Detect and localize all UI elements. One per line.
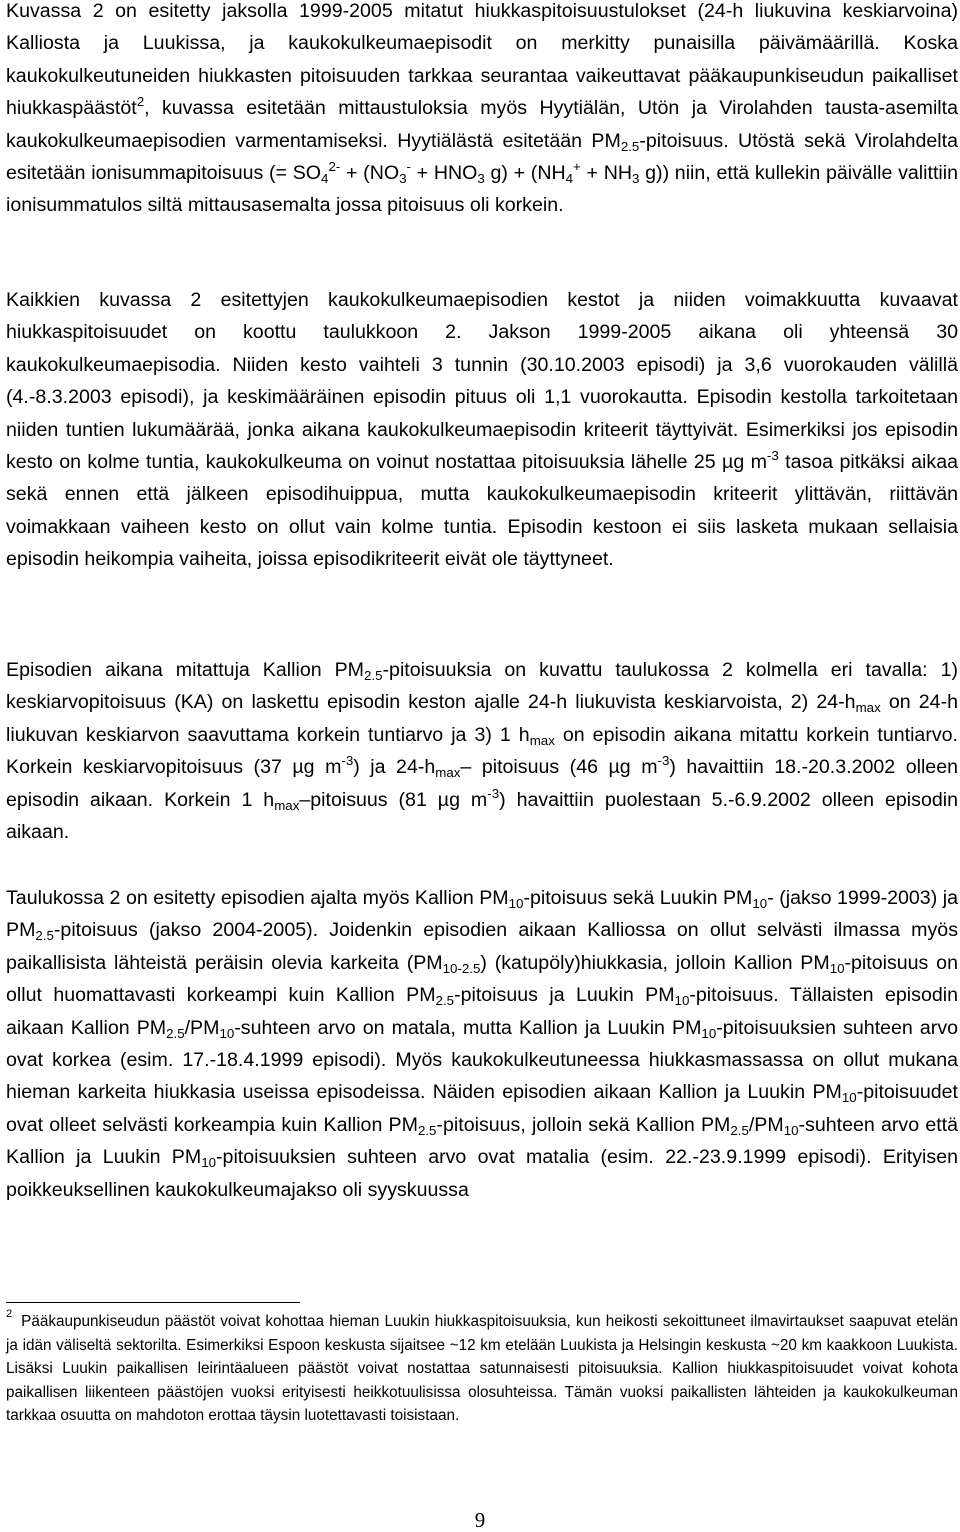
subscript: 2.5 <box>166 1025 185 1041</box>
text-run: -pitoisuuksien suhteen arvo ovat matalia (esim. 22.-23.9.1999 episodi). Erityisen poikkeuksellinen kaukokulkeumajakso oli syyskuussa <box>6 1146 958 1201</box>
text-run: -suhteen arvo että Kallion ja Luukin PM <box>6 1113 958 1169</box>
text-run: /PM <box>748 1113 784 1136</box>
text-run: ) (katupöly)hiukkasia, jolloin Kallion PM <box>480 951 830 974</box>
subscript: 2.5 <box>620 138 640 154</box>
subscript: 10 <box>201 1155 217 1171</box>
superscript: 2- <box>328 158 341 174</box>
text-run: ) ja 24-h <box>353 756 436 779</box>
text-run: + NH <box>580 162 633 185</box>
text-run: –pitoisuus (81 µg m <box>299 788 488 811</box>
subscript: 10 <box>783 1122 799 1138</box>
subscript: 10 <box>829 960 845 976</box>
footnote <box>6 1307 958 1428</box>
text-run: on 24-h liukuvan keskiarvon saavuttama korkein tuntiarvo ja 3) 1 h <box>6 691 958 746</box>
text-run: -pitoisuus ja Luukin PM <box>454 984 675 1007</box>
subscript: max <box>274 797 300 813</box>
text-run: Kaikkien kuvassa 2 esitettyjen kaukokulkeumaepisodien kestot ja niiden voimakkuutta kuvaavat hiukkaspitoisuudet on koottu taulukkoon 2. Jakson 1999-2005 aikana oli yhteensä 30 kaukokulkeumaepisodia. Niiden kesto vaihteli 3 tunnin (30.10.2003 episodi) ja 3,6 vuorokauden välillä (4.-8.3.2003 episodi), ja keskimääräinen episodin pituus oli 1,1 vuorokautta. Episodin kestolla tarkoitetaan niiden tuntien lukumäärää, jonka aikana kaukokulkeumaepisodin kriteerit täyttyivät. Esimerkiksi jos episodin kesto on kolme tuntia, kaukokulkeuma on voinut nostattaa pitoisuuksia lähelle 25 µg m <box>6 289 958 474</box>
superscript: + <box>573 158 581 174</box>
subscript: 3 <box>477 171 485 187</box>
subscript: 10 <box>674 993 690 1009</box>
paragraph-4 <box>6 882 958 1206</box>
text-run: Kuvassa 2 on esitetty jaksolla 1999-2005 mitatut hiukkaspitoisuustulokset (24-h liukuvina keskiarvoina) Kalliosta ja Luukissa, ja kaukokulkeumaepisodit on merkitty punaisilla päivämäärillä. Koska kaukokulkeutuneiden hiukkasten pitoisuuden tarkkaa seurantaa vaikeuttavat pääkaupunkiseudun paikalliset hiukkaspäästöt <box>6 0 958 120</box>
text-run: -pitoisuuksia on kuvattu taulukossa 2 kolmella eri tavalla: 1) keskiarvopitoisuus (KA) on laskettu episodin keston ajalle 24-h liukuvista keskiarvoista, 2) 24-h <box>6 659 958 714</box>
subscript: 4 <box>321 171 329 187</box>
text-run: -pitoisuus. Utöstä sekä Virolahdelta esitetään ionisummapitoisuus (= SO <box>6 129 958 185</box>
text-run: - (jakso 1999-2003) ja PM <box>6 887 958 942</box>
paragraph-1 <box>6 0 958 222</box>
superscript: - <box>406 158 411 174</box>
subscript: 3 <box>632 171 640 187</box>
subscript: 2.5 <box>435 993 455 1009</box>
subscript: 10 <box>752 895 768 911</box>
subscript: 2.5 <box>730 1122 749 1138</box>
text-run: ) havaittiin puolestaan 5.-6.9.2002 olleen episodin aikaan. <box>6 788 958 844</box>
footnote-text: Pääkaupunkiseudun päästöt voivat kohottaa hieman Luukin hiukkaspitoisuuksia, kun heikosti sekoittuneet ilmavirtaukset saapuvat etelän ja idän väliseltä sektorilta. Esimerkiksi Espoon keskusta sijaitsee ~12 km etelään Luukista ja Helsingin keskusta ~20 km kaakkoon Luukista. Lisäksi Luukin paikallisen leirintäalueen päästöt voivat nostattaa satunnaisesti pitoisuuksia. Kallion hiukkaspitoisuudet voivat kohota paikallisen liikenteen päästöjen vuoksi erityisesti heikkotuulisissa olosuhteissa. Tämän vuoksi paikallisten lähteiden ja kaukokulkeuman tarkkaa osuutta on mahdoton erottaa täysin luotettavasti toisistaan. <box>6 1313 958 1425</box>
page-number: 9 <box>474 1508 486 1532</box>
subscript: max <box>529 732 555 748</box>
text-run: /PM <box>184 1016 220 1039</box>
paragraph-2 <box>6 284 958 576</box>
text-run: -pitoisuus on ollut huomattavasti korkeampi kuin Kallion PM <box>6 951 958 1007</box>
superscript: -3 <box>341 752 354 768</box>
text-run: -pitoisuus sekä Luukin PM <box>523 887 753 909</box>
subscript: max <box>855 700 881 716</box>
superscript: -3 <box>487 785 500 801</box>
text-run: -pitoisuus, jolloin sekä Kallion PM <box>436 1113 731 1136</box>
subscript: 10-2.5 <box>442 960 481 976</box>
footnote-marker: 2 <box>6 1307 13 1320</box>
text-run: + (NO <box>340 162 400 185</box>
text-run: g)) niin, että kullekin päivälle valittiin ionisummatulos siltä mittausasemalta jossa pitoisuus oli korkein. <box>6 162 958 217</box>
text-run: ) havaittiin 18.-20.3.2002 olleen episodin aikaan. Korkein 1 h <box>6 756 958 811</box>
text-run: -pitoisuus (jakso 2004-2005). Joidenkin episodien aikaan Kalliossa on ollut selvästi ilmassa myös paikallisista lähteistä peräisin olevia karkeita (PM <box>6 919 958 974</box>
subscript: 2.5 <box>364 667 383 683</box>
text-run: tasoa pitkäksi aikaa sekä ennen että jälkeen episodihuippua, mutta kaukokulkeumaepisodin kriteerit ylittävän, riittävän voimakkaan vaiheen kesto on ollut vain kolme tuntia. Episodin kestoon ei siis lasketa mukaan sellaisia episodin heikompia vaiheita, joissa episodikriteerit eivät ole täyttyneet. <box>6 451 958 571</box>
subscript: 2.5 <box>417 1122 437 1138</box>
text-run: on episodin aikana mitattu korkein tuntiarvo. Korkein keskiarvopitoisuus (37 µg m <box>6 723 958 779</box>
text-run: -suhteen arvo on matala, mutta Kallion ja Luukin PM <box>234 1016 702 1039</box>
text-run: – pitoisuus (46 µg m <box>460 756 658 779</box>
subscript: 4 <box>565 171 574 187</box>
text-run: -pitoisuus. Tällaisten episodin aikaan Kallion PM <box>6 984 958 1039</box>
superscript: -3 <box>657 752 670 768</box>
text-run: -pitoisuuksien suhteen arvo ovat korkea (esim. 17.-18.4.1999 episodi). Myös kaukokulkeutuneessa hiukkasmassassa on ollut mukana hieman karkeita hiukkasia useissa episodeissa. Näiden episodien aikaan Kallion ja Luukin PM <box>6 1016 959 1104</box>
text-run: Taulukossa 2 on esitetty episodien ajalta myös Kallion PM <box>6 887 509 909</box>
text-run: , kuvassa esitetään mittaustuloksia myös Hyytiälän, Utön ja Virolahden tausta-asemilta kaukokulkeumaepisodien varmentamiseksi. Hyytiälästä esitetään PM <box>6 97 958 152</box>
text-run: Episodien aikana mitattuja Kallion PM <box>6 659 364 681</box>
subscript: max <box>435 765 461 781</box>
subscript: 2.5 <box>35 928 54 944</box>
footnote-reference[interactable]: 2 <box>136 93 145 109</box>
subscript: 10 <box>219 1025 235 1041</box>
subscript: 10 <box>508 895 524 911</box>
text-run: + HNO <box>410 162 478 185</box>
text-run: g) + (NH <box>484 162 566 185</box>
subscript: 10 <box>701 1025 717 1041</box>
text-run: -pitoisuudet ovat olleet selvästi korkeampia kuin Kallion PM <box>6 1081 958 1136</box>
subscript: 3 <box>399 171 407 187</box>
paragraph-3 <box>6 654 958 848</box>
footnote-divider <box>6 1302 300 1303</box>
subscript: 10 <box>841 1090 857 1106</box>
superscript: -3 <box>766 447 779 463</box>
